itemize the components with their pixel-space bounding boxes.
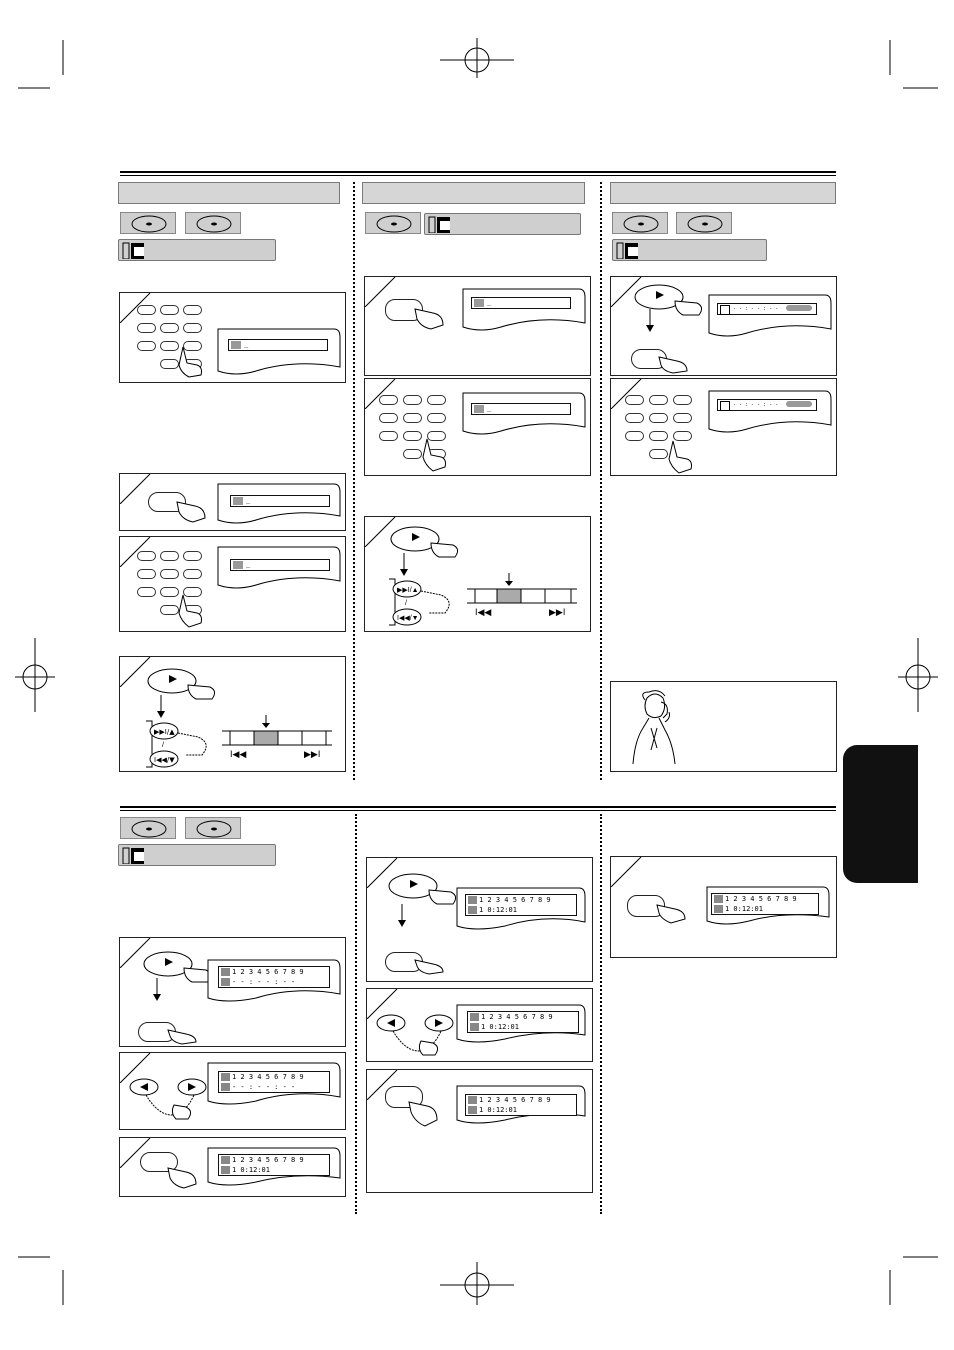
svg-text:/: / [405,600,407,607]
numeric-key[interactable] [137,587,156,597]
osd-dashes: - - : - - : - - [232,1082,296,1091]
numeric-key[interactable] [183,569,202,579]
osd-code-panel [218,1154,330,1176]
play-button[interactable] [381,870,461,910]
column-divider [355,814,357,1214]
osd-dashes: - - : - - : - - [232,977,296,986]
hand-icon [175,345,207,379]
tv-screen [707,293,837,343]
step-frame [364,276,591,376]
top-rule-thin [120,175,836,176]
remote-icon [424,213,581,235]
step-frame [364,516,591,632]
numeric-key[interactable] [649,413,668,423]
person-on-phone-illustration [625,688,685,768]
numeric-key[interactable] [403,413,422,423]
hand-icon [413,305,449,335]
step-frame [366,857,593,982]
osd-cursor: _ [487,298,492,306]
step-frame [119,1137,346,1197]
osd-code-panel [465,1094,577,1116]
svg-text:I◀◀: I◀◀ [475,607,492,617]
osd-bar [471,297,571,309]
step-frame [610,378,837,476]
disc-icon [120,212,176,234]
numeric-key[interactable] [160,551,179,561]
numeric-key[interactable] [160,323,179,333]
step-frame [119,656,346,772]
hand-icon [657,353,693,377]
numeric-key[interactable] [137,305,156,315]
section-header-left [118,182,340,204]
step-frame [364,378,591,476]
svg-text:I◀◀/▼: I◀◀/▼ [397,615,419,622]
numeric-key[interactable] [649,395,668,405]
osd-bar [230,559,330,571]
hand-icon [175,498,209,526]
disc-icon [185,817,241,839]
play-button[interactable] [627,281,707,321]
osd-time-value: 1 0:12:01 [479,905,517,914]
osd-time-value: 1 0:12:01 [481,1022,519,1031]
osd-code-row: 1 2 3 4 5 6 7 8 9 [232,1072,304,1081]
osd-code-row: 1 2 3 4 5 6 7 8 9 [232,1155,304,1164]
hand-icon [655,901,691,927]
osd-code-panel [218,1071,330,1093]
osd-code-row: 1 2 3 4 5 6 7 8 9 [479,1095,551,1104]
svg-text:▶▶I/▲: ▶▶I/▲ [154,728,175,736]
numeric-key[interactable] [137,551,156,561]
step-frame [610,856,837,958]
down-arrow-icon [399,553,409,577]
svg-text:▶▶I/▲: ▶▶I/▲ [397,587,419,594]
numeric-key[interactable] [183,551,202,561]
hand-icon [175,593,207,629]
osd-code-row: 1 2 3 4 5 6 7 8 9 [481,1012,553,1021]
osd-cursor: _ [487,404,492,412]
play-button[interactable] [140,665,220,705]
step-frame [366,1069,593,1193]
chapter-bar [220,715,338,761]
remote-icon [118,844,276,866]
disc-icon [676,212,732,234]
tv-screen [461,287,591,337]
play-button[interactable] [136,948,216,988]
numeric-key[interactable] [137,341,156,351]
tv-screen [461,391,591,441]
osd-dashes: - - : - - : - - [733,306,779,312]
osd-bar [471,403,571,415]
osd-code-panel [218,966,330,988]
svg-text:I◀◀: I◀◀ [230,749,247,759]
section-side-tab [843,745,918,883]
osd-code-row: 1 2 3 4 5 6 7 8 9 [725,894,797,903]
skip-buttons[interactable] [385,577,467,629]
hand-icon [166,1164,202,1194]
disc-icon [612,212,668,234]
top-rule [120,171,836,173]
numeric-key[interactable] [137,569,156,579]
svg-text:▶▶I: ▶▶I [549,607,566,617]
hand-icon [407,1098,443,1132]
svg-text:▶▶I: ▶▶I [304,749,321,759]
numeric-key[interactable] [427,395,446,405]
tv-screen [216,327,346,383]
remote-icon [118,239,276,261]
osd-time-bar [717,399,817,411]
numeric-key[interactable] [160,569,179,579]
numeric-key[interactable] [427,413,446,423]
numeric-key[interactable] [183,305,202,315]
disc-icon [365,212,421,234]
step-frame [610,276,837,376]
hand-icon [419,437,451,473]
tv-screen [707,389,837,439]
step-frame [119,292,346,383]
osd-time-bar [717,303,817,315]
numeric-key[interactable] [137,323,156,333]
osd-cursor: _ [246,496,251,504]
step-frame [119,536,346,632]
osd-code-panel [711,893,819,915]
osd-time-value: 1 0:12:01 [232,1165,270,1174]
osd-cursor: _ [246,560,251,568]
hand-icon [166,1026,202,1048]
numeric-key[interactable] [183,323,202,333]
numeric-key[interactable] [625,413,644,423]
numeric-key[interactable] [625,395,644,405]
osd-time-value: 1 0:12:01 [725,904,763,913]
bottom-rule [120,806,836,808]
down-arrow-icon [397,904,407,928]
chapter-bar [465,573,583,619]
column-divider [600,182,602,780]
disc-icon [120,817,176,839]
osd-bar [230,495,330,507]
down-arrow-icon [152,978,162,1002]
osd-time-value: 1 0:12:01 [479,1105,517,1114]
numeric-key[interactable] [379,413,398,423]
osd-code-panel [465,894,577,916]
section-header-middle [362,182,585,204]
down-arrow-icon [645,309,655,333]
bottom-rule-thin [120,810,836,811]
skip-buttons[interactable] [142,719,224,771]
numeric-key[interactable] [160,305,179,315]
svg-text:I◀◀/▼: I◀◀/▼ [154,756,175,764]
numeric-key[interactable] [379,395,398,405]
hand-icon [413,956,449,978]
numeric-key[interactable] [673,395,692,405]
column-divider [600,814,602,1214]
section-header-right [610,182,836,204]
step-frame [119,937,346,1047]
disc-icon [185,212,241,234]
osd-bar [228,339,328,351]
osd-code-row: 1 2 3 4 5 6 7 8 9 [479,895,551,904]
remote-icon [612,239,767,261]
step-frame [119,1052,346,1130]
step-frame [119,473,346,531]
numeric-key[interactable] [625,431,644,441]
osd-code-row: 1 2 3 4 5 6 7 8 9 [232,967,304,976]
step-frame [366,988,593,1062]
play-button[interactable] [383,523,463,563]
numeric-key[interactable] [379,431,398,441]
column-divider [353,182,355,780]
svg-text:/: / [162,742,164,749]
hand-icon [665,439,697,475]
note-box [610,681,837,772]
numeric-key[interactable] [673,413,692,423]
osd-code-panel [467,1011,579,1033]
down-arrow-icon [156,695,166,719]
numeric-key[interactable] [403,395,422,405]
osd-dashes: - - : - - : - - [733,402,779,408]
osd-cursor: _ [244,340,249,348]
